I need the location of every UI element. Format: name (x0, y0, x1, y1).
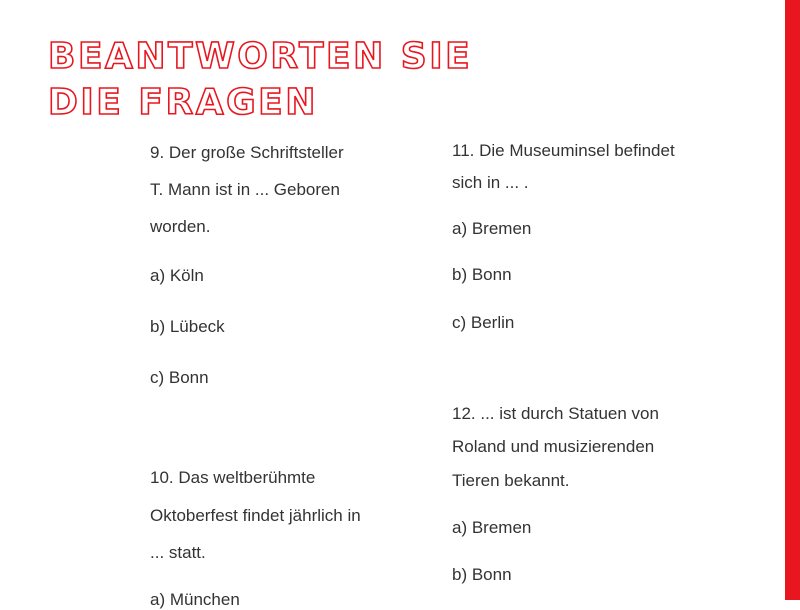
question-10-line-3: ... statt. (150, 543, 206, 562)
question-12-option-a: a) Bremen (452, 518, 532, 537)
question-11-option-c: c) Berlin (452, 313, 515, 332)
question-11-line-2: sich in ... . (452, 173, 529, 192)
question-11-line-1: 11. Die Museuminsel befindet (452, 141, 675, 160)
question-9-line-2: T. Mann ist in ... Geboren (150, 180, 340, 199)
question-9-option-c: c) Bonn (150, 368, 209, 387)
question-10-line-1: 10. Das weltberühmte (150, 468, 316, 487)
question-9-option-b: b) Lübeck (150, 317, 225, 336)
question-10-option-a: a) München (150, 590, 240, 609)
accent-bar (785, 0, 800, 600)
question-12-option-b: b) Bonn (452, 565, 512, 584)
question-10-line-2: Oktoberfest findet jährlich in (150, 506, 361, 525)
question-12-line-3: Tieren bekannt. (452, 471, 570, 490)
slide-title-line-1: BEANTWORTEN SIE (48, 36, 473, 77)
slide-title-line-2: DIE FRAGEN (48, 82, 318, 123)
question-9-line-3: worden. (150, 217, 211, 236)
slide-title (48, 34, 472, 126)
question-9-option-a: a) Köln (150, 266, 204, 285)
question-9-line-1: 9. Der große Schriftsteller (150, 143, 344, 162)
question-12-line-1: 12. ... ist durch Statuen von (452, 404, 659, 423)
question-11-option-b: b) Bonn (452, 265, 512, 284)
question-11-option-a: a) Bremen (452, 219, 532, 238)
question-12-line-2: Roland und musizierenden (452, 437, 655, 456)
